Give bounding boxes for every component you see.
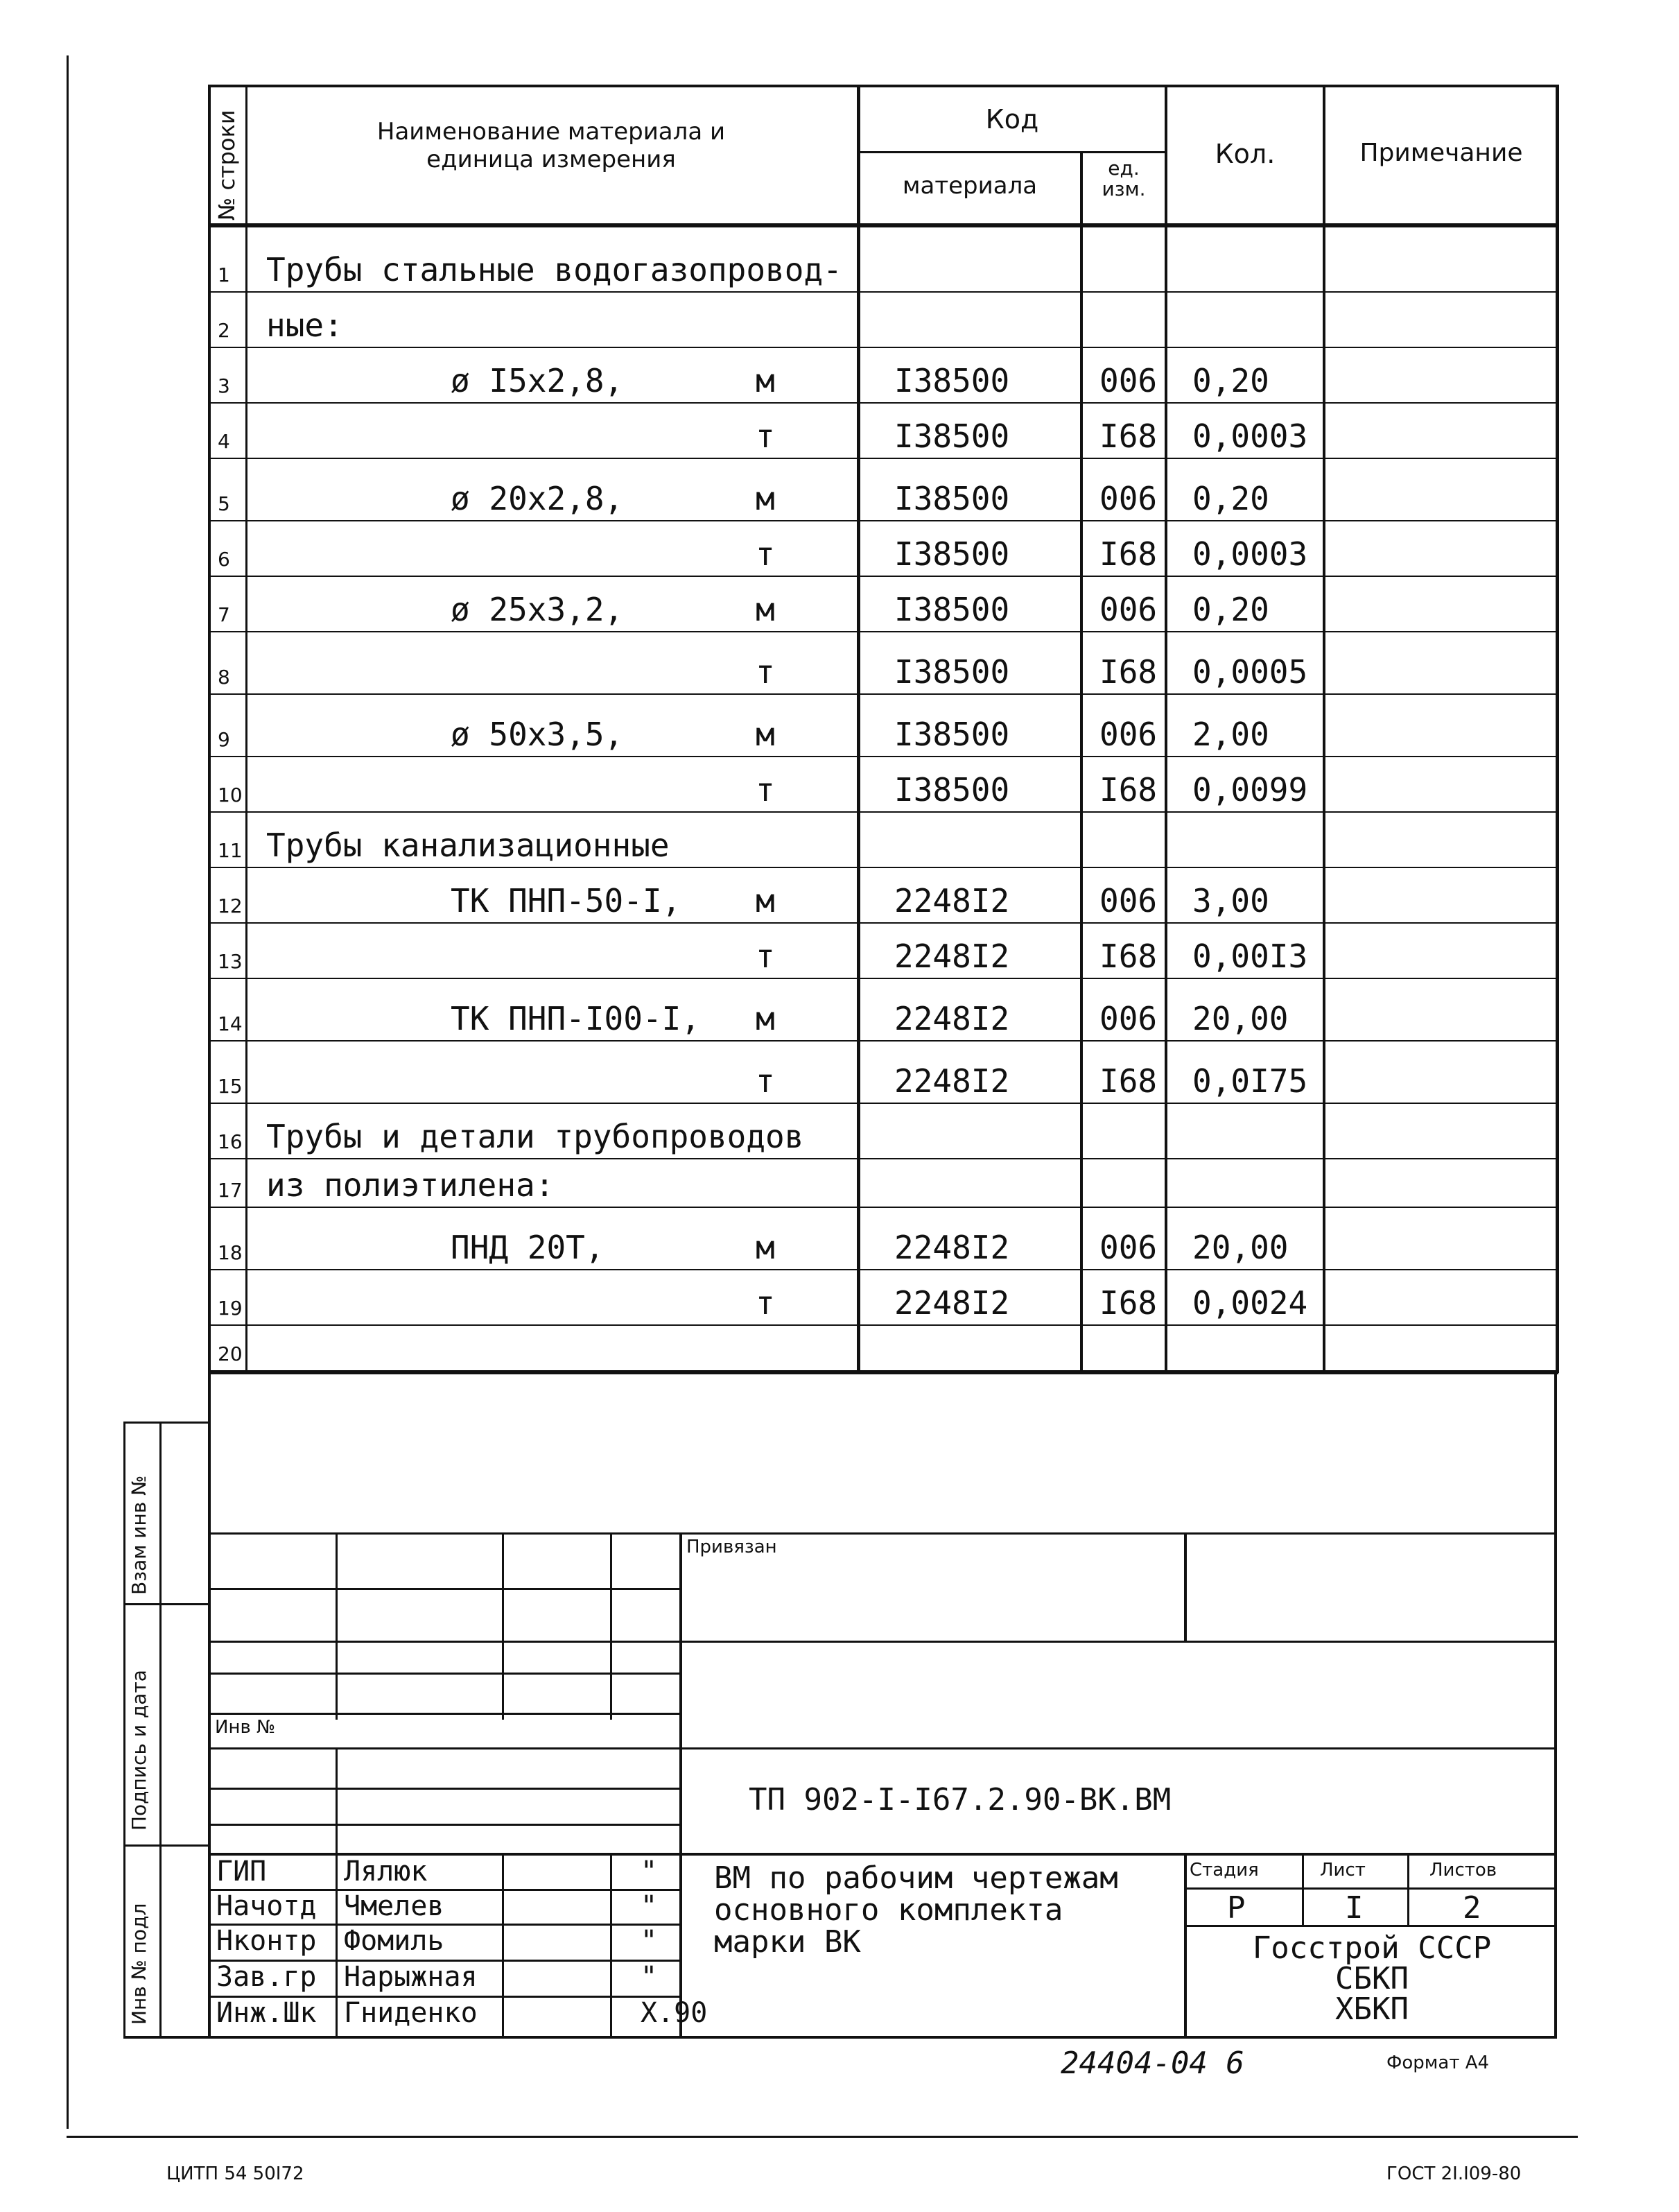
row-number: 13 — [218, 950, 243, 973]
code-material-header: материала — [902, 172, 1038, 200]
material-name: ПНД 20Т, — [451, 1229, 604, 1266]
material-code: 2248I2 — [894, 1000, 1010, 1037]
quantity: 20,00 — [1192, 1000, 1289, 1037]
privyazan-label: Привязан — [686, 1537, 777, 1557]
date-mark: " — [641, 1925, 658, 1957]
row-number: 18 — [218, 1241, 243, 1264]
unit: м — [756, 1000, 775, 1037]
row-number: 9 — [218, 728, 230, 751]
unit: т — [756, 417, 775, 455]
row-number: 6 — [218, 548, 230, 571]
unit-code: I68 — [1099, 771, 1158, 809]
row-number: 16 — [218, 1130, 243, 1153]
code-unit-header: ед. изм. — [1102, 157, 1146, 200]
material-code: 2248I2 — [894, 937, 1010, 975]
unit-code: I68 — [1099, 653, 1158, 691]
inv-no-label: Инв № — [215, 1717, 276, 1738]
unit-code: 006 — [1099, 1229, 1158, 1266]
sheets-value: 2 — [1463, 1890, 1481, 1926]
quantity: 0,00I3 — [1192, 937, 1308, 975]
format-label: Формат А4 — [1386, 2053, 1490, 2073]
role-label: Инж.Шк — [216, 1997, 317, 2029]
material-name: из полиэтилена: — [266, 1166, 555, 1204]
quantity: 0,0099 — [1192, 771, 1308, 809]
unit-code: 006 — [1099, 480, 1158, 517]
material-code: I38500 — [894, 591, 1010, 628]
material-name: ø 25x3,2, — [451, 591, 624, 628]
material-code: I38500 — [894, 771, 1010, 809]
date-mark: " — [641, 1890, 658, 1922]
material-code: I38500 — [894, 480, 1010, 517]
quantity: 0,0005 — [1192, 653, 1308, 691]
unit: м — [756, 362, 775, 399]
material-name: ТК ПНП-50-I, — [451, 882, 681, 919]
material-code: I38500 — [894, 716, 1010, 753]
unit: т — [756, 937, 775, 975]
unit: м — [756, 1229, 775, 1266]
material-code: I38500 — [894, 653, 1010, 691]
unit: м — [756, 591, 775, 628]
unit-code: I68 — [1099, 535, 1158, 573]
row-number: 8 — [218, 666, 230, 689]
role-label: Начотд — [216, 1890, 317, 1922]
person-name: Гниденко — [344, 1997, 478, 2029]
organization: Госстрой СССР СБКП ХБКП — [1252, 1930, 1492, 2027]
material-name: ø 50x3,5, — [451, 716, 624, 753]
margin-inv: Инв № подл — [128, 1903, 150, 2025]
row-number: 19 — [218, 1297, 243, 1320]
handwritten-number: 24404-04 6 — [1061, 2046, 1244, 2081]
row-number: 7 — [218, 603, 230, 626]
unit: м — [756, 480, 775, 517]
unit-code: I68 — [1099, 937, 1158, 975]
row-number: 17 — [218, 1179, 243, 1202]
material-code: I38500 — [894, 417, 1010, 455]
row-number: 5 — [218, 492, 230, 515]
row-number: 10 — [218, 784, 243, 806]
row-number: 12 — [218, 895, 243, 917]
material-code: 2248I2 — [894, 1062, 1010, 1100]
unit-code: I68 — [1099, 417, 1158, 455]
stage-value: Р — [1227, 1890, 1246, 1926]
person-name: Чмелев — [344, 1890, 444, 1922]
material-name: Трубы канализационные — [266, 827, 670, 864]
material-name: ные: — [266, 306, 343, 344]
quantity: 0,0003 — [1192, 417, 1308, 455]
unit-code: 006 — [1099, 362, 1158, 399]
row-number: 14 — [218, 1012, 243, 1035]
date-mark: Х.90 — [641, 1997, 708, 2029]
row-number: 3 — [218, 374, 230, 397]
unit: т — [756, 653, 775, 691]
material-code: I38500 — [894, 362, 1010, 399]
note-header: Примечание — [1359, 139, 1523, 167]
footer-right: ГОСТ 2I.I09-80 — [1386, 2163, 1522, 2184]
quantity: 0,0024 — [1192, 1284, 1308, 1322]
designation: ТП 902-I-I67.2.90-ВК.ВМ — [749, 1782, 1172, 1817]
quantity: 2,00 — [1192, 716, 1269, 753]
material-code: 2248I2 — [894, 1284, 1010, 1322]
material-code: 2248I2 — [894, 882, 1010, 919]
quantity: 0,0003 — [1192, 535, 1308, 573]
sheet-value: I — [1345, 1890, 1364, 1926]
person-name: Нарыжная — [344, 1961, 478, 1993]
unit: т — [756, 771, 775, 809]
material-code: 2248I2 — [894, 1229, 1010, 1266]
role-label: Зав.гр — [216, 1961, 317, 1993]
footer-left: ЦИТП 54 50I72 — [166, 2163, 304, 2184]
material-code: I38500 — [894, 535, 1010, 573]
person-name: Лялюк — [344, 1856, 428, 1887]
unit-code: 006 — [1099, 591, 1158, 628]
doc-title: ВМ по рабочим чертежам основного комплекта марки ВК — [714, 1860, 1118, 1960]
row-number: 2 — [218, 319, 230, 342]
material-name: ТК ПНП-I00-I, — [451, 1000, 701, 1037]
person-name: Фомиль — [344, 1925, 444, 1957]
date-mark: " — [641, 1961, 658, 1993]
unit-code: 006 — [1099, 1000, 1158, 1037]
unit: т — [756, 1284, 775, 1322]
quantity: 0,0I75 — [1192, 1062, 1308, 1100]
material-name: Трубы и детали трубопроводов — [266, 1118, 804, 1155]
unit-code: 006 — [1099, 716, 1158, 753]
qty-header: Кол. — [1215, 139, 1276, 169]
unit-code: 006 — [1099, 882, 1158, 919]
quantity: 0,20 — [1192, 362, 1269, 399]
row-number: 1 — [218, 263, 230, 286]
unit: т — [756, 1062, 775, 1100]
date-mark: " — [641, 1856, 658, 1887]
material-name: ø 20x2,8, — [451, 480, 624, 517]
sheet-label: Лист — [1320, 1860, 1366, 1881]
unit-code: I68 — [1099, 1062, 1158, 1100]
material-name: ø I5x2,8, — [451, 362, 624, 399]
margin-podpis: Подпись и дата — [128, 1670, 150, 1831]
material-name: Трубы стальные водогазопровод- — [266, 251, 842, 288]
quantity: 0,20 — [1192, 480, 1269, 517]
unit: м — [756, 882, 775, 919]
row-no-header: № строки — [214, 110, 240, 221]
margin-vzam: Взам инв № — [128, 1475, 150, 1595]
role-label: ГИП — [216, 1856, 267, 1887]
unit: м — [756, 716, 775, 753]
row-number: 11 — [218, 839, 243, 862]
unit: т — [756, 535, 775, 573]
stage-label: Стадия — [1190, 1860, 1259, 1881]
name-header: Наименование материала и единица измерения — [376, 118, 726, 173]
row-number: 15 — [218, 1075, 243, 1098]
role-label: Нконтр — [216, 1925, 317, 1957]
row-number: 4 — [218, 430, 230, 453]
sheets-label: Листов — [1429, 1860, 1497, 1881]
row-number: 20 — [218, 1342, 243, 1365]
unit-code: I68 — [1099, 1284, 1158, 1322]
quantity: 0,20 — [1192, 591, 1269, 628]
code-header: Код — [985, 104, 1039, 135]
quantity: 3,00 — [1192, 882, 1269, 919]
quantity: 20,00 — [1192, 1229, 1289, 1266]
